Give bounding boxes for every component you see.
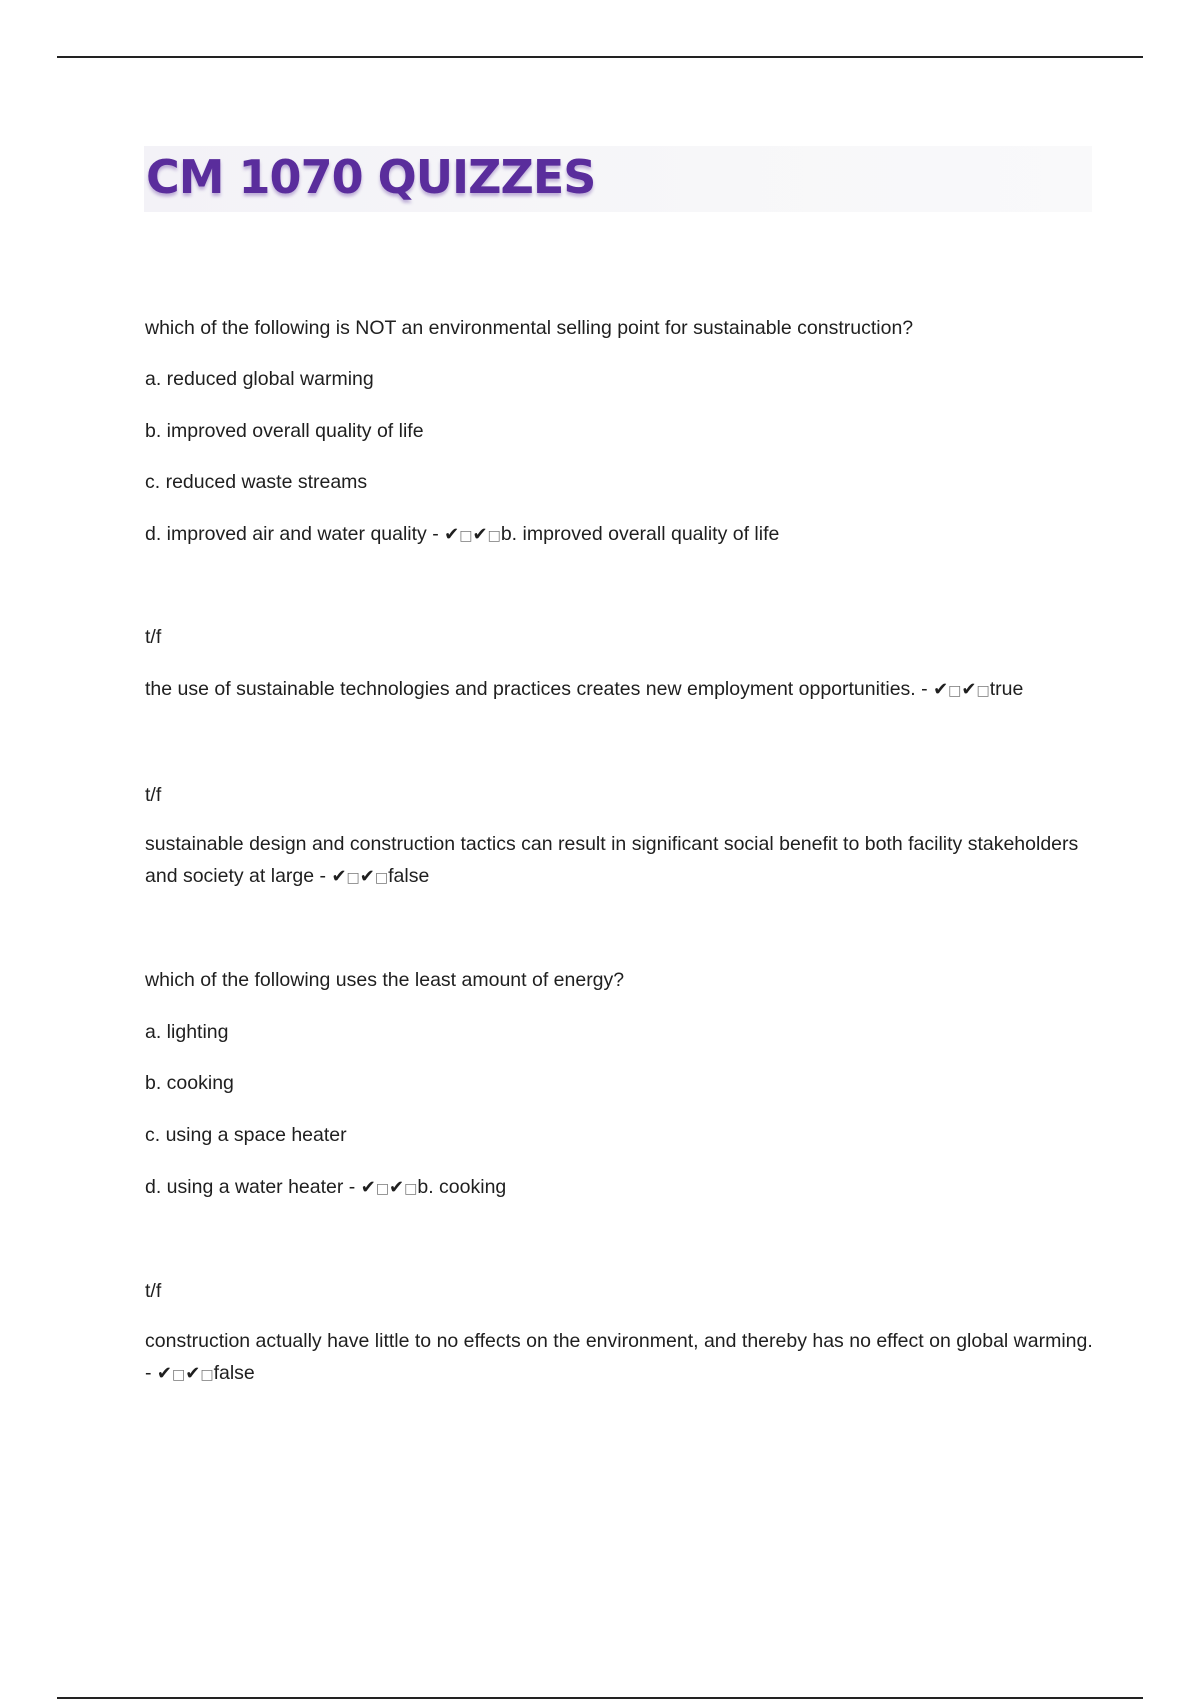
question-3-label: t/f [145, 784, 162, 806]
check-mark-icon: ✔ [444, 524, 460, 545]
check-mark-icon: ✔ [359, 866, 375, 887]
check-mark-icon: ✔ [961, 679, 977, 700]
question-5-prompt: construction actually have little to no effects on the environment, and thereby has no effect on global warming. [145, 1330, 1093, 1352]
question-4-option-d-with-answer: d. using a water heater - ✔□✔□b. cooking [145, 1176, 507, 1198]
check-mark-icon: ✔ [156, 1363, 173, 1384]
question-4-option-a: a. lighting [145, 1021, 229, 1043]
question-5-answer: false [213, 1362, 255, 1384]
check-mark-icon: ✔ [360, 1177, 376, 1198]
box-icon: □ [200, 1367, 214, 1383]
question-4-option-d: d. using a water heater [145, 1176, 344, 1198]
question-2-prompt: the use of sustainable technologies and practices creates new employment opportunities. [145, 678, 916, 700]
question-2-answer: true [989, 678, 1024, 700]
question-2-label: t/f [145, 626, 162, 648]
check-mark-icon: ✔ [472, 524, 488, 545]
document-title: CM 1070 QUIZZES [146, 150, 596, 204]
question-1-option-c: c. reduced waste streams [145, 471, 368, 493]
question-1-prompt: which of the following is NOT an environmental selling point for sustainable construction? [145, 317, 914, 339]
question-1-answer: b. improved overall quality of life [500, 523, 780, 545]
check-mark-icon: ✔ [331, 866, 347, 887]
question-1-option-d-with-answer: d. improved air and water quality - ✔□✔□b. improved overall quality of life [145, 523, 780, 545]
question-4-answer: b. cooking [417, 1176, 507, 1198]
box-icon: □ [976, 683, 990, 699]
question-4-option-c: c. using a space heater [145, 1124, 347, 1146]
check-mark-icon: ✔ [389, 1177, 405, 1198]
question-3-prompt: sustainable design and construction tactics can result in significant social benefit to both facility stakeholders and society at large [145, 833, 1079, 887]
box-icon: □ [375, 1181, 390, 1197]
box-icon: □ [459, 528, 473, 544]
question-4-option-b: b. cooking [145, 1072, 234, 1094]
title-banner [144, 146, 1092, 212]
bottom-rule [57, 1697, 1143, 1699]
question-1-option-b: b. improved overall quality of life [145, 420, 424, 442]
box-icon: □ [404, 1181, 418, 1197]
question-1-option-d: d. improved air and water quality [145, 523, 427, 545]
question-3-line: sustainable design and construction tactics can result in significant social benefit to both facility stakeholders and society at large - ✔□✔□false [145, 833, 1079, 887]
question-4-prompt: which of the following uses the least amount of energy? [145, 969, 625, 991]
question-5-label: t/f [145, 1280, 162, 1302]
check-mark-icon: ✔ [185, 1363, 201, 1384]
check-mark-icon: ✔ [933, 679, 949, 700]
box-icon: □ [487, 528, 501, 544]
question-3-answer: false [388, 865, 430, 887]
question-2-line: the use of sustainable technologies and practices creates new employment opportunities. - ✔□✔□true [145, 678, 1024, 700]
box-icon: □ [948, 683, 962, 699]
box-icon: □ [346, 870, 360, 886]
question-5-line: construction actually have little to no effects on the environment, and thereby has no effect on global warming. - ✔□✔□false [145, 1330, 1093, 1384]
top-rule [57, 56, 1143, 58]
question-1-option-a: a. reduced global warming [145, 368, 374, 390]
box-icon: □ [172, 1367, 186, 1383]
box-icon: □ [374, 870, 389, 886]
